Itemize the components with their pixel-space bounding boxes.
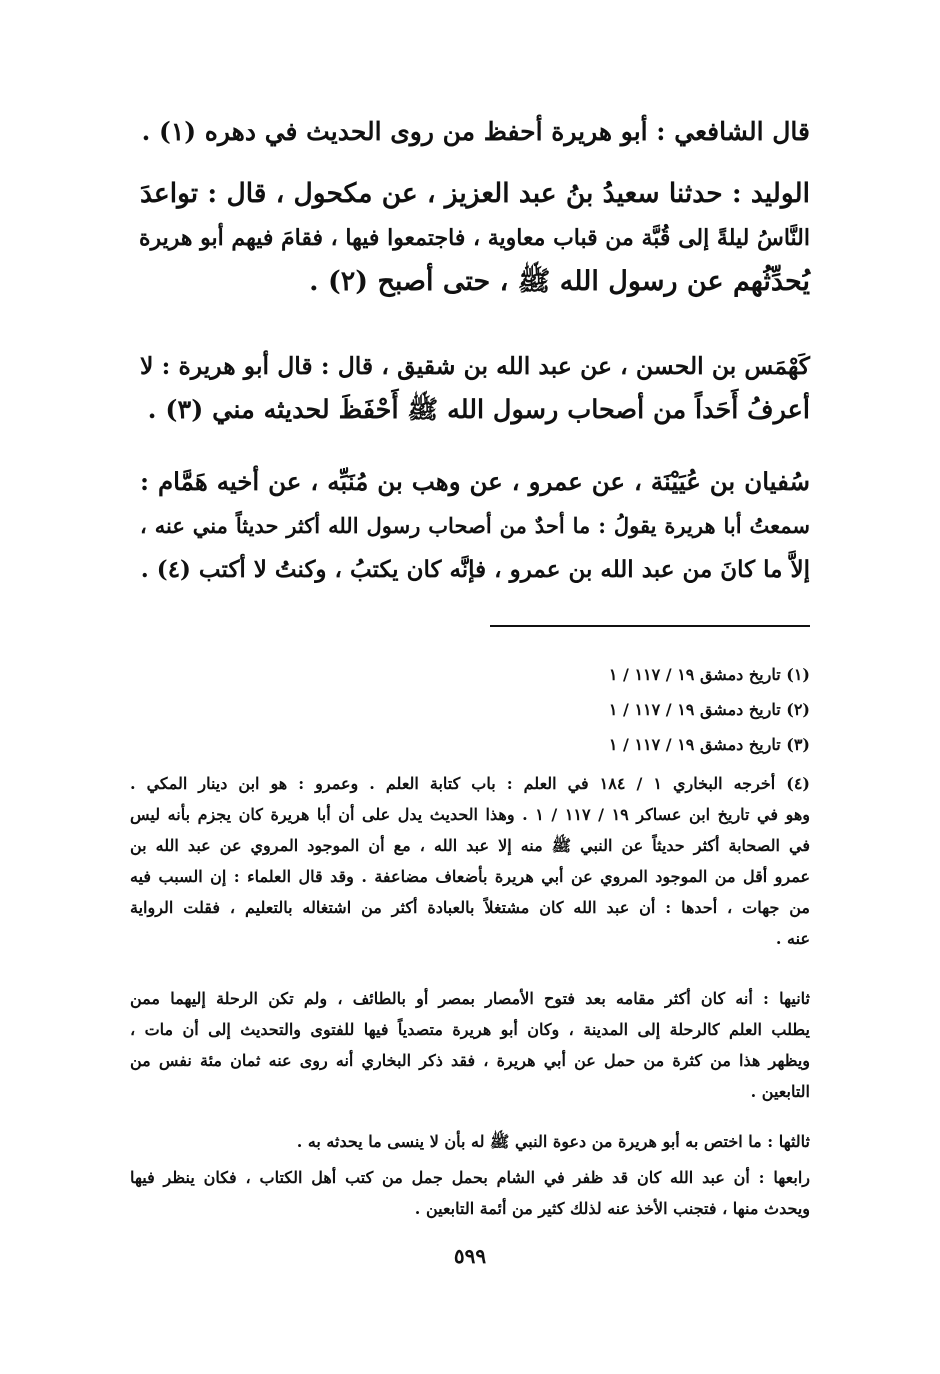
footnote-line: في الصحابة أكثر حديثاً عن النبي ﷺ منه إلا عبد الله ، مع أن الموجود المروي عن عبد الله بن <box>130 836 810 855</box>
footnote-line: (٣) تاريخ دمشق ١٩ / ١١٧ / ١ <box>608 735 810 754</box>
footnote-divider <box>490 625 810 627</box>
text-line: إلاَّ ما كانَ من عبد الله بن عمرو ، فإنَّه كان يكتبُ ، وكنتُ لا أكتب (٤) . <box>140 556 810 583</box>
footnote-4-fourth-reason <box>130 1162 810 1224</box>
footnote-3 <box>130 729 810 760</box>
footnote-line: رابعها : أن عبد الله كان قد ظفر في الشام بحمل جمل من كتب أهل الكتاب ، فكان ينظر فيها <box>130 1168 810 1187</box>
paragraph-sufyan <box>140 460 810 592</box>
text-line: الوليد : حدثنا سعيدُ بنُ عبد العزيز ، عن مكحول ، قال : تواعدَ <box>140 178 810 209</box>
footnote-line: (١) تاريخ دمشق ١٩ / ١١٧ / ١ <box>608 665 810 684</box>
footnote-line: ويظهر هذا من كثرة من حمل عن أبي هريرة ، فقد ذكر البخاري أنه روى عنه ثمان مئة نفس من <box>130 1051 810 1070</box>
footnote-line: عمرو أقل من الموجود المروي عن أبي هريرة بأضعاف مضاعفة . وقد قال العلماء : إن السبب فيه <box>130 867 810 886</box>
text-line: كَهْمَس بن الحسن ، عن عبد الله بن شقيق ، قال : قال أبو هريرة : لا <box>140 352 810 380</box>
footnote-line: التابعين . <box>750 1082 810 1101</box>
paragraph-walid <box>140 172 810 304</box>
text-line: سُفيان بن عُيَيْنَة ، عن عمرو ، عن وهب بن مُنَبِّه ، عن أخيه هَمَّام : <box>140 467 810 496</box>
footnote-line: يطلب العلم كالرحلة إلى المدينة ، وكان أبو هريرة متصدياً فيها للفتوى والتحديث إلى أن مات ، <box>130 1020 810 1039</box>
paragraph-shafii <box>140 110 810 154</box>
text-line: يُحدِّثُهم عن رسول الله ﷺ ، حتى أصبح (٢) . <box>309 266 810 297</box>
footnote-line: (٢) تاريخ دمشق ١٩ / ١١٧ / ١ <box>608 700 810 719</box>
footnote-line: وهو في تاريخ ابن عساكر ١٩ / ١١٧ / ١ . وهذا الحديث يدل على أن أبا هريرة كان يجزم بأنه ليس <box>130 805 811 824</box>
footnote-line: ويحدث منها ، فتجنب الأخذ عنه لذلك كثير من أئمة التابعين . <box>414 1199 810 1218</box>
footnote-line: من جهات ، أحدها : أن عبد الله كان مشتغلاً بالعبادة أكثر من اشتغاله بالتعليم ، فقلت الرواية <box>130 898 810 917</box>
footnote-1 <box>130 659 810 690</box>
page-number: ٥٩٩ <box>453 1244 487 1268</box>
footnote-line: ثالثها : ما اختص به أبو هريرة من دعوة النبي ﷺ له بأن لا ينسى ما يحدثه به . <box>296 1132 810 1151</box>
text-line: أعرفُ أَحَداً من أصحاب رسول الله ﷺ أَحْفَظَ لحديثه مني (٣) . <box>147 395 810 425</box>
footnote-4-third-reason <box>130 1126 810 1157</box>
paragraph-kahmas <box>140 344 810 432</box>
text-line: النَّاسُ ليلةً إلى قُبَّة من قباب معاوية ، فاجتمعوا فيها ، فقامَ فيهم أبو هريرة <box>138 225 810 251</box>
footnote-2 <box>130 694 810 725</box>
text-line: قال الشافعي : أبو هريرة أحفظ من روى الحديث في دهره (١) . <box>141 117 810 146</box>
footnote-4-second-reason <box>130 983 810 1107</box>
footnote-line: عنه . <box>775 929 810 948</box>
footnote-line: (٤) أخرجه البخاري ١ / ١٨٤ في العلم : باب كتابة العلم . وعمرو : هو ابن دينار المكي . <box>130 774 810 793</box>
footnote-line: ثانيها : أنه كان أكثر مقامه بعد فتوح الأمصار بمصر أو بالطائف ، ولم تكن الرحلة إليهما ممن <box>130 989 810 1008</box>
footnote-4 <box>130 768 810 954</box>
text-line: سمعتُ أبا هريرة يقولُ : ما أحدٌ من أصحاب رسول الله أكثر حديثاً مني عنه ، <box>140 513 810 538</box>
